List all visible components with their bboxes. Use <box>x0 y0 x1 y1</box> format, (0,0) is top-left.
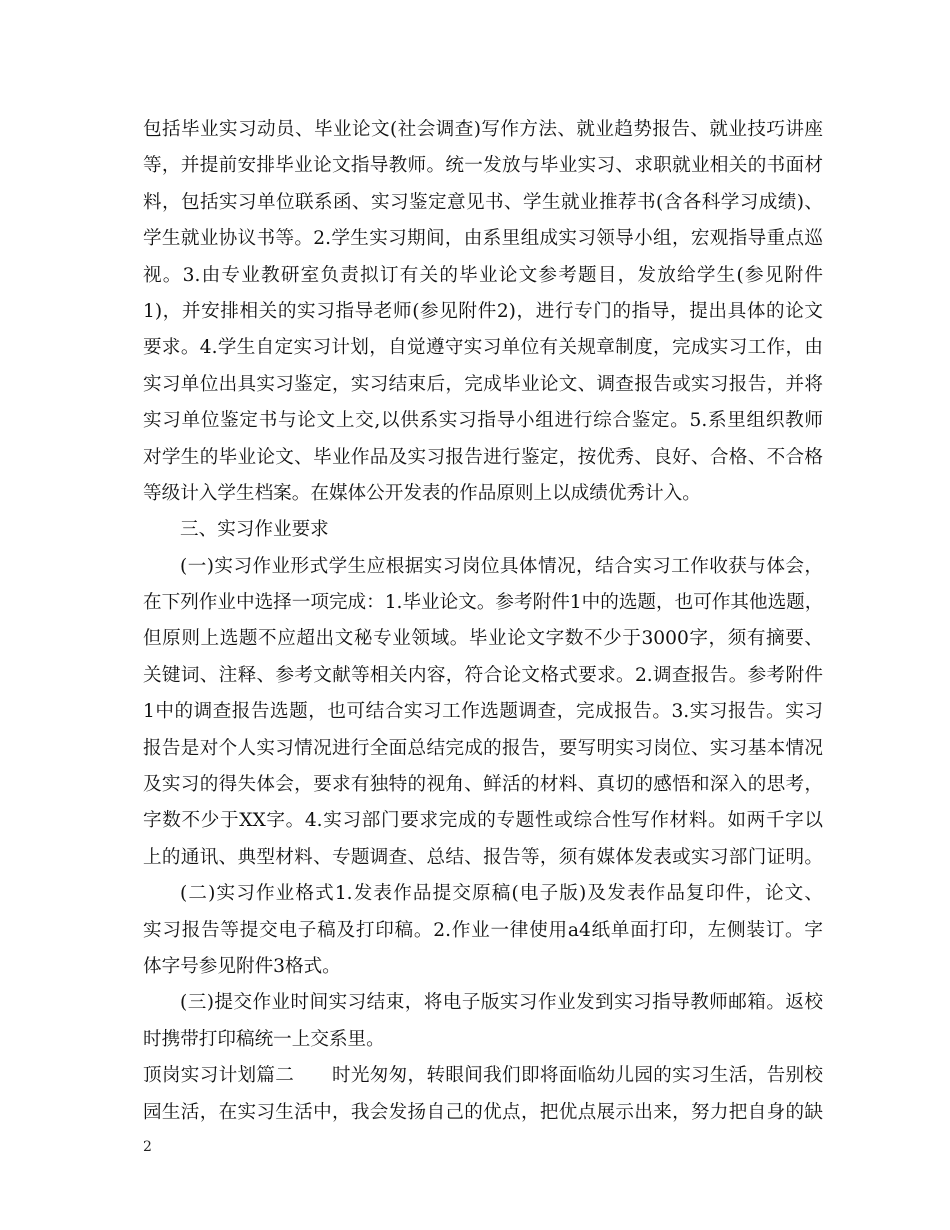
text-line: 等，并提前安排毕业论文指导教师。统一发放与毕业实习、求职就业相关的书面材 <box>143 155 823 177</box>
text-line: 包括毕业实习动员、毕业论文(社会调查)写作方法、就业趋势报告、就业技巧讲座 <box>143 119 823 140</box>
text-line: (二)实习作业格式1.发表作品提交原稿(电子版)及发表作品复印件，论文、 <box>180 883 823 905</box>
text-line: 等级计入学生档案。在媒体公开发表的作品原则上以成绩优秀计入。 <box>143 482 701 504</box>
section-heading: 三、实习作业要求 <box>180 519 329 541</box>
text-line: 要求。4.学生自定实习计划，自觉遵守实习单位有关规章制度，完成实习工作，由 <box>143 337 823 359</box>
text-line: 1)，并安排相关的实习指导老师(参见附件2)，进行专门的指导，提出具体的论文 <box>143 300 823 322</box>
text-line: 报告是对个人实习情况进行全面总结完成的报告，要写明实习岗位、实习基本情况 <box>143 737 823 759</box>
text-line: 但原则上选题不应超出文秘专业领域。毕业论文字数不少于3000字，须有摘要、 <box>143 628 823 650</box>
text-line: 1中的调查报告选题，也可结合实习工作选题调查，完成报告。3.实习报告。实习 <box>143 701 823 723</box>
text-line: 及实习的得失体会，要求有独特的视角、鲜活的材料、真切的感悟和深入的思考， <box>143 774 823 796</box>
document-body <box>143 112 823 1131</box>
text-line: 关键词、注释、参考文献等相关内容，符合论文格式要求。2.调查报告。参考附件 <box>143 664 823 686</box>
text-line: 视。3.由专业教研室负责拟订有关的毕业论文参考题目，发放给学生(参见附件 <box>143 264 823 286</box>
text-line: 体字号参见附件3格式。 <box>143 955 341 977</box>
text-line: 实习单位鉴定书与论文上交,以供系实习指导小组进行综合鉴定。5.系里组织教师 <box>143 410 823 432</box>
text-line: 顶岗实习计划篇二 时光匆匆，转眼间我们即将面临幼儿园的实习生活，告别校 <box>143 1065 823 1087</box>
text-line: 上的通讯、典型材料、专题调查、总结、报告等，须有媒体发表或实习部门证明。 <box>143 846 823 868</box>
page-number: 2 <box>143 1139 152 1155</box>
text-line: 对学生的毕业论文、毕业作品及实习报告进行鉴定，按优秀、良好、合格、不合格 <box>143 446 823 468</box>
text-line: 学生就业协议书等。2.学生实习期间，由系里组成实习领导小组，宏观指导重点巡 <box>143 228 823 250</box>
text-line: 实习单位出具实习鉴定，实习结束后，完成毕业论文、调查报告或实习报告，并将 <box>143 373 823 395</box>
text-line: 在下列作业中选择一项完成：1.毕业论文。参考附件1中的选题，也可作其他选题， <box>143 592 824 614</box>
text-line: 实习报告等提交电子稿及打印稿。2.作业一律使用a4纸单面打印，左侧装订。字 <box>143 919 823 941</box>
text-line: 园生活，在实习生活中，我会发扬自己的优点，把优点展示出来，努力把自身的缺 <box>143 1101 823 1123</box>
text-line: 字数不少于XX字。4.实习部门要求完成的专题性或综合性写作材料。如两千字以 <box>143 810 823 832</box>
text-line: (三)提交作业时间实习结束，将电子版实习作业发到实习指导教师邮箱。返校 <box>180 992 823 1014</box>
text-line: 时携带打印稿统一上交系里。 <box>143 1028 385 1050</box>
text-line: 料，包括实习单位联系函、实习鉴定意见书、学生就业推荐书(含各科学习成绩)、 <box>143 191 823 213</box>
text-line: (一)实习作业形式学生应根据实习岗位具体情况，结合实习工作收获与体会， <box>180 555 823 577</box>
